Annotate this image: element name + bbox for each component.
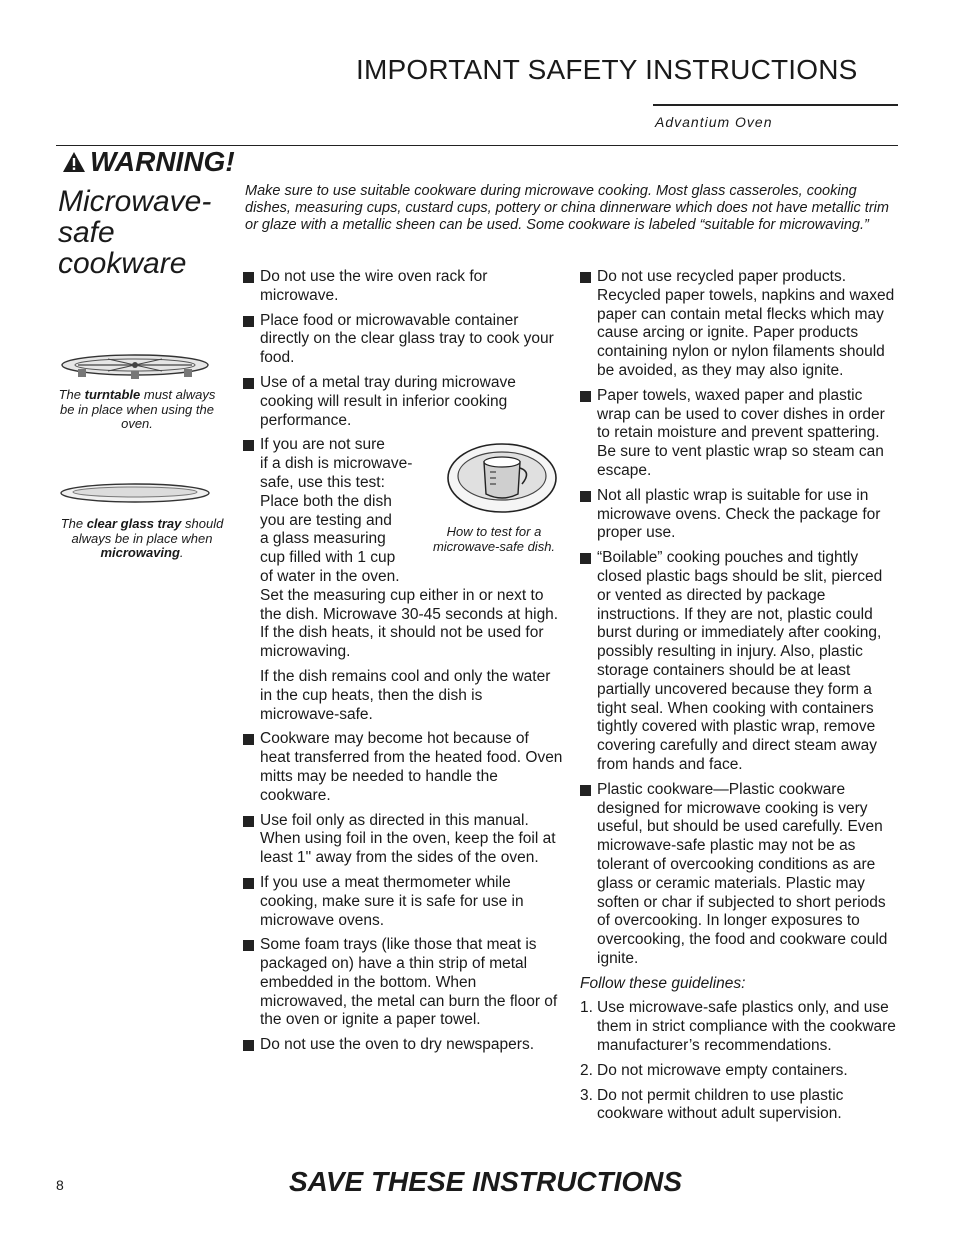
list-item-text: Place both the dish [260,492,392,510]
numbered-item [580,1062,900,1081]
bullet-icon [243,316,254,327]
glass-tray-illustration [58,481,213,505]
item-number: 2. [580,1061,593,1079]
list-item-text: Cookware may become hot because of heat transferred from the heated food. Oven mitts may be needed to handle the cookware. [260,730,563,804]
list-item [243,268,563,306]
list-item-text: Do not use the wire oven rack for microwave. [260,268,488,304]
turntable-caption [52,388,222,432]
list-item-text: you are testing and [260,511,392,529]
list-item [580,781,900,969]
right-column [580,268,900,1130]
bullet-icon [580,272,591,283]
list-item [243,374,563,430]
section-title-line: safe [58,216,115,249]
list-item [243,730,563,805]
test-followup-paragraph: If the dish remains cool and only the water in the cup heats, then the dish is microwave-safe. [260,667,551,723]
warning-heading [62,146,235,178]
numbered-item-text: Do not permit children to use plastic cookware without adult supervision. [597,1086,844,1123]
list-item [243,1036,563,1055]
list-item [243,312,563,368]
bullet-icon [243,1040,254,1051]
section-title [58,186,238,279]
bullet-icon [580,785,591,796]
middle-column [243,268,563,1061]
list-item-text: safe, use this test: [260,473,385,491]
list-item-text: cup filled with 1 cup [260,549,396,567]
footer-title: SAVE THESE INSTRUCTIONS [289,1166,683,1197]
guidelines-label: Follow these guidelines: [580,974,746,992]
bullet-icon [580,491,591,502]
dish-test-caption: How to test for a microwave-safe dish. [432,524,556,554]
list-item-text: Plastic cookware—Plastic cookware designed for microwave cooking is very useful, but should be used carefully. Even microwave-safe plastic may not be as tolerant of overcooking conditions as are glass or ceramic materials. Plastic may soften or char if subjected to short periods of overcooking. In longer exposures to overcooking, the food and cookware could ignite. [597,780,888,967]
section-title-line: cookware [58,247,187,280]
list-item-text: Place food or microwavable container directly on the clear glass tray to cook your food. [260,311,554,367]
bullet-icon [580,391,591,402]
bullet-icon [243,878,254,889]
list-item-text: a glass measuring [260,530,386,548]
caption-bold: microwaving [100,545,180,560]
list-item-text: if a dish is microwave- [260,455,413,473]
list-item-text: Set the measuring cup either in or next to the dish. Microwave 30-45 seconds at high. If the dish heats, it should not be used for microwaving. [260,586,559,661]
list-item [243,936,563,1030]
numbered-item [580,1087,900,1125]
list-item-text: “Boilable” cooking pouches and tightly closed plastic bags should be slit, pierced or vented as directed by package instructions. If they are not, plastic could burst during or immediately after cooking, possibly resulting in injury. Also, plastic storage containers should be at least partially uncovered because they form a tight seal. When cooking with containers tightly covered with plastic wrap, remove covering carefully and direct steam away from hands and face. [597,549,883,773]
caption-bold: clear glass tray [86,516,182,531]
warning-label: WARNING! [90,146,235,177]
list-item-text: If you are not sure [260,436,385,454]
model-subtitle: Advantium Oven [655,114,773,130]
caption-bold: turntable [84,387,141,402]
subtitle-divider [653,104,898,106]
bullet-icon [243,378,254,389]
list-item-text: Paper towels, waxed paper and plastic wrap can be used to cover dishes in order to retain moisture and prevent spattering. Be sure to vent plastic wrap so steam can escape. [597,386,885,479]
turntable-illustration [58,351,213,383]
caption-text: should always be in place when [71,516,224,546]
list-item-text: If you use a meat thermometer while cooking, make sure it is safe for use in microwave ovens. [260,873,524,929]
bullet-icon [243,734,254,745]
section-title-line: Microwave- [58,185,212,218]
numbered-item-text: Do not microwave empty containers. [597,1061,848,1079]
list-item-text: Use foil only as directed in this manual. When using foil in the oven, keep the foil at least 1" away from the sides of the oven. [260,811,556,867]
list-item [580,549,900,775]
caption-text: . [179,545,184,560]
list-item-text: of water in the oven. [260,567,400,585]
warning-triangle-icon [62,151,86,173]
bullet-icon [243,272,254,283]
item-number: 1. [580,999,593,1017]
list-item-text: Do not use recycled paper products. Recycled paper towels, napkins and waxed paper can contain metal flecks which may cause arcing or ignite. Paper products containing nylon or nylon filaments should be avoided, as they may also ignite. [597,268,895,379]
list-item [243,436,563,662]
caption-text: The [58,387,85,402]
list-item [580,487,900,543]
page-title: IMPORTANT SAFETY INSTRUCTIONS [356,54,858,85]
intro-paragraph: Make sure to use suitable cookware during microwave cooking. Most glass casseroles, cooking dishes, measuring cups, custard cups, pottery or china dinnerware which does not have metallic trim or glaze with a metallic sheen can be used. Some cookware is labeled “suitable for microwaving.” [245,183,889,233]
bullet-icon [243,440,254,451]
list-item [580,387,900,481]
list-item-text: Use of a metal tray during microwave cooking will result in inferior cooking performance. [260,373,516,429]
list-item-text: Not all plastic wrap is suitable for use in microwave ovens. Check the package for proper use. [597,486,881,542]
list-item [243,812,563,868]
list-item [243,874,563,930]
numbered-item [580,999,900,1055]
bullet-icon [580,553,591,564]
item-number: 3. [580,1086,593,1104]
numbered-item-text: Use microwave-safe plastics only, and use them in strict compliance with the cookware manufacturer’s recommendations. [597,999,896,1055]
page-number: 8 [56,1177,64,1193]
list-item-text: Do not use the oven to dry newspapers. [260,1036,534,1054]
glass-tray-caption [52,517,232,561]
caption-text: The [60,516,87,531]
list-item-text: Some foam trays (like those that meat is packaged on) have a thin strip of metal embedded in the bottom. When microwaved, the metal can burn the floor of the oven or ignite a paper towel. [260,936,558,1029]
bullet-icon [243,940,254,951]
caption-text: must always be in place when using the oven. [60,387,216,431]
bullet-icon [243,816,254,827]
list-item [580,268,900,381]
